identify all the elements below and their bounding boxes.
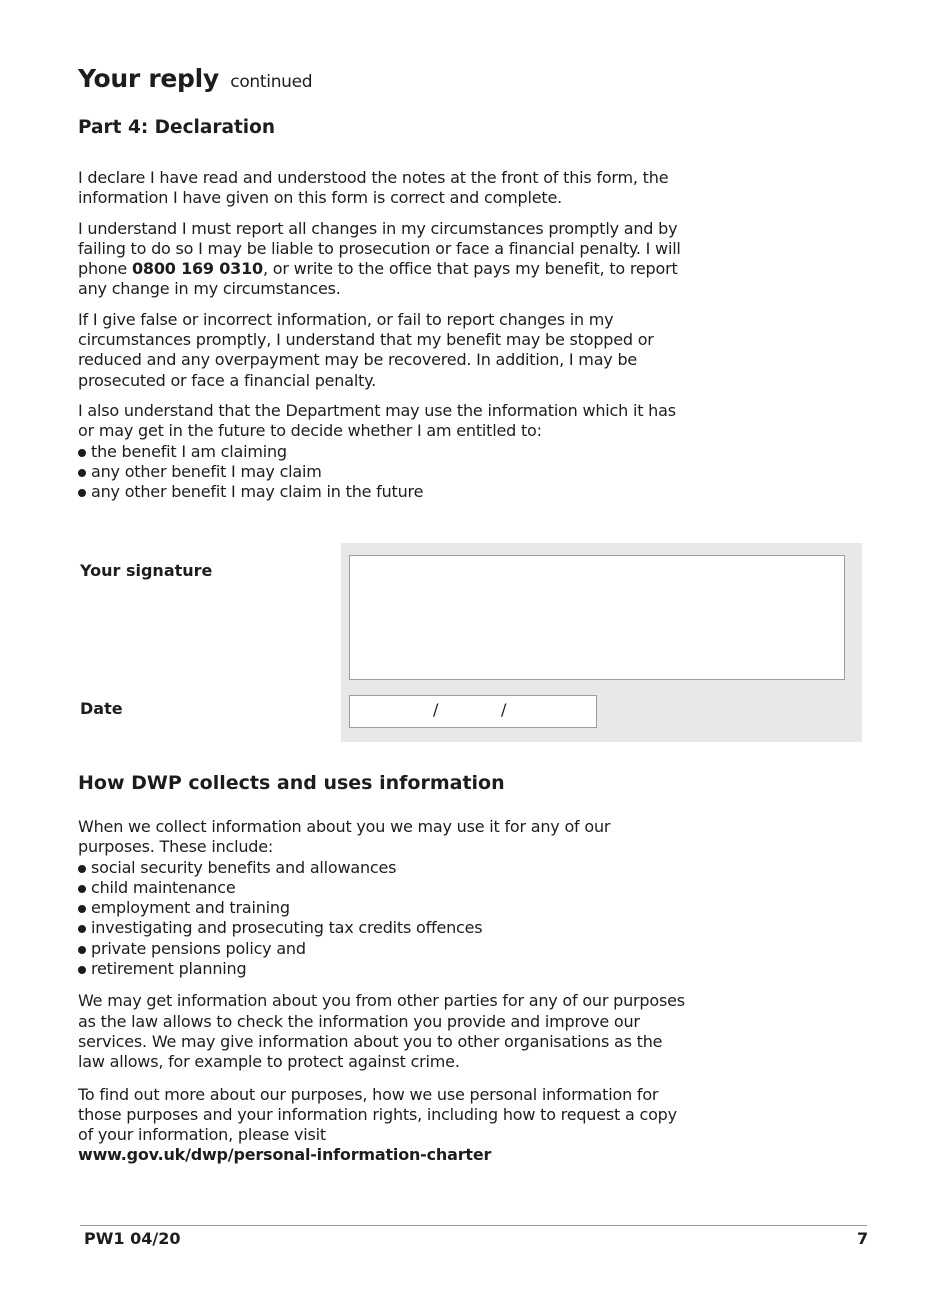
list-item: retirement planning bbox=[78, 959, 688, 979]
signature-field[interactable] bbox=[349, 555, 845, 680]
list-item: private pensions policy and bbox=[78, 939, 688, 959]
list-item: the benefit I am claiming bbox=[78, 442, 688, 462]
list-item: child maintenance bbox=[78, 878, 688, 898]
list-item: employment and training bbox=[78, 898, 688, 918]
continued-label: continued bbox=[230, 72, 313, 92]
info-text bbox=[78, 817, 688, 1166]
declaration-paragraph-2 bbox=[78, 219, 688, 300]
list-item: any other benefit I may claim in the future bbox=[78, 482, 688, 502]
page-number: 7 bbox=[857, 1229, 869, 1248]
date-field[interactable] bbox=[349, 695, 597, 728]
form-code: PW1 04/20 bbox=[84, 1229, 181, 1248]
info-paragraph-3 bbox=[78, 1085, 688, 1166]
declaration-paragraph-3: If I give false or incorrect information, or fail to report changes in my circumstances promptly, I understand that my benefit may be stopped or reduced and any overpayment may be recovered. In addition, I may be prosecuted or face a financial penalty. bbox=[78, 309, 654, 390]
section-title: How DWP collects and uses information bbox=[78, 772, 505, 794]
declaration-paragraph-4: I also understand that the Department may use the information which it has or may get in the future to decide whether I am entitled to: bbox=[78, 400, 676, 441]
phone-number: 0800 169 0310 bbox=[131, 259, 263, 279]
list-item: any other benefit I may claim bbox=[78, 462, 688, 482]
declaration-text bbox=[78, 168, 688, 502]
declaration-bullet-list bbox=[78, 442, 688, 503]
page-title-text: Your reply bbox=[78, 64, 219, 93]
info-paragraph-1: When we collect information about you we may use it for any of our purposes. These include: bbox=[78, 817, 611, 857]
date-label: Date bbox=[80, 699, 123, 718]
date-separator: / bbox=[433, 700, 439, 719]
page-title bbox=[78, 64, 312, 93]
list-item: investigating and prosecuting tax credits offences bbox=[78, 918, 688, 938]
charter-link[interactable]: www.gov.uk/dwp/personal-information-charter bbox=[78, 1145, 492, 1165]
info-bullet-list bbox=[78, 858, 688, 980]
declaration-p2-end: , or write to the office that pays my benefit, to report any change in my circumstances. bbox=[78, 259, 678, 299]
declaration-paragraph-1: I declare I have read and understood the notes at the front of this form, the information I have given on this form is correct and complete. bbox=[78, 168, 669, 208]
info-paragraph-2: We may get information about you from other parties for any of our purposes as the law allows to check the information you provide and improve our services. We may give information about you to other organisations as the law allows, for example to protect against crime. bbox=[78, 991, 685, 1072]
list-item: social security benefits and allowances bbox=[78, 858, 688, 878]
signature-label: Your signature bbox=[80, 561, 213, 580]
date-separator: / bbox=[501, 700, 507, 719]
footer-divider bbox=[80, 1225, 867, 1226]
declaration-p2-start: I understand I must report all changes in my circumstances promptly and by failing to do so I may be liable to prosecution or face a financial penalty. I will phone bbox=[78, 218, 681, 279]
info-p3-text: To find out more about our purposes, how we use personal information for those purposes and your information rights, including how to request a copy of your information, please visit bbox=[78, 1084, 677, 1145]
part-title: Part 4: Declaration bbox=[78, 117, 276, 138]
